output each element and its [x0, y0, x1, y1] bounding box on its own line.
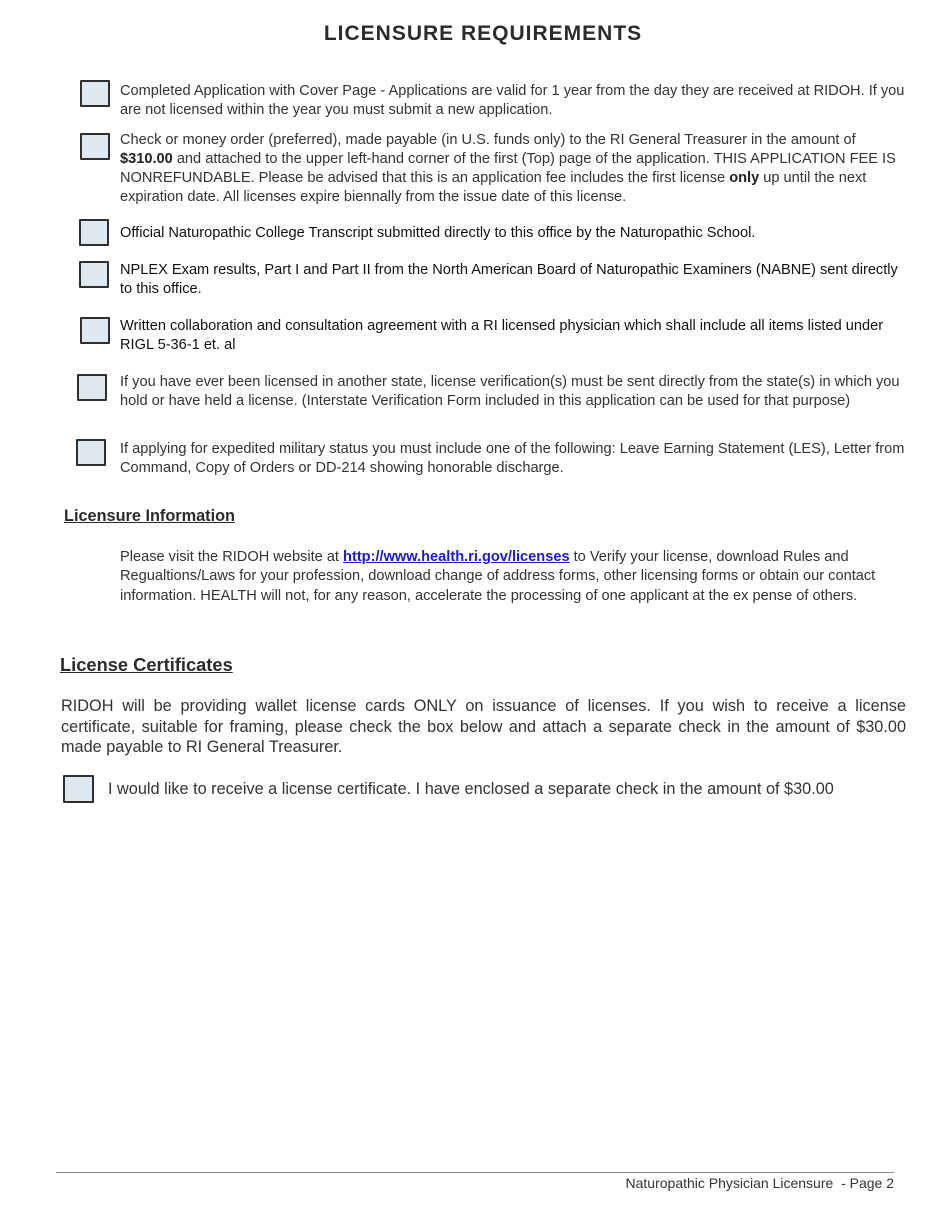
requirement-checkbox[interactable] — [80, 317, 110, 344]
requirement-checkbox[interactable] — [80, 80, 110, 107]
certificate-checkbox[interactable] — [63, 775, 94, 803]
license-certificates-paragraph: RIDOH will be providing wallet license cards ONLY on issuance of licenses. If you wish to receive a license certificate, suitable for framing, please check the box below and attach a separate check in the amount of $30.00 made payable to RI General Treasurer. — [61, 697, 906, 756]
footer-divider — [56, 1172, 894, 1173]
emphasis-only: only — [729, 170, 760, 186]
requirement-text: If you have ever been licensed in another state, license verification(s) must be sent directly from the state(s) in which you hold or have held a license. (Interstate Verification Form included in this application can be used for that purpose) — [120, 374, 900, 409]
licensure-info-heading: Licensure Information — [64, 507, 235, 525]
licensure-info-text: to Verify your license, download Rules and Regualtions/Laws for your profession, download change of address forms, other licensing forms or obtain our contact information. HEALTH will not, for any reason, accelerate the processing of one applicant at the ex pense of others. — [120, 549, 876, 604]
requirement-text: NPLEX Exam results, Part I and Part II from the North American Board of Naturopathic Examiners (NABNE) sent directly to this office. — [120, 262, 898, 297]
requirement-checkbox[interactable] — [76, 439, 106, 466]
requirement-checkbox[interactable] — [79, 261, 109, 288]
requirement-text: Official Naturopathic College Transcript submitted directly to this office by the Naturopathic School. — [120, 225, 756, 241]
page-footer: Naturopathic Physician Licensure - Page 2 — [625, 1175, 894, 1191]
licensure-info-paragraph — [120, 548, 890, 606]
requirement-text: Written collaboration and consultation agreement with a RI licensed physician which shall include all items listed under RIGL 5-36-1 et. al — [120, 318, 884, 353]
requirement-text-part: up until the next expiration date. All licenses expire biennally from the issue date of this license. — [120, 170, 867, 205]
requirement-text-part: Check or money order (preferred), made payable (in U.S. funds only) to the RI General Treasurer in the amount of — [120, 132, 856, 148]
requirement-checkbox[interactable] — [80, 133, 110, 160]
requirement-checkbox[interactable] — [77, 374, 107, 401]
requirement-checkbox[interactable] — [79, 219, 109, 246]
fee-amount: $310.00 — [120, 151, 173, 167]
requirement-text: If applying for expedited military status you must include one of the following: Leave Earning Statement (LES), Letter from Command, Copy of Orders or DD-214 showing honorable discharge. — [120, 441, 905, 476]
page-title: LICENSURE REQUIREMENTS — [323, 22, 643, 45]
licenses-link[interactable]: http://www.health.ri.gov/licenses — [343, 549, 570, 565]
license-certificates-heading: License Certificates — [60, 654, 233, 675]
requirement-text-part: and attached to the upper left-hand corner of the first (Top) page of the application. THIS APPLICATION FEE IS NONREFUNDABLE. Please be advised that this is an application fee includes the first license — [120, 151, 896, 186]
certificate-option-label: I would like to receive a license certificate. I have enclosed a separate check in the amount of $30.00 — [108, 780, 834, 798]
licensure-info-text: Please visit the RIDOH website at — [120, 549, 344, 565]
requirement-text: Completed Application with Cover Page - Applications are valid for 1 year from the day they are received at RIDOH. If you are not licensed within the year you must submit a new application. — [120, 83, 905, 118]
requirement-text — [120, 131, 910, 207]
